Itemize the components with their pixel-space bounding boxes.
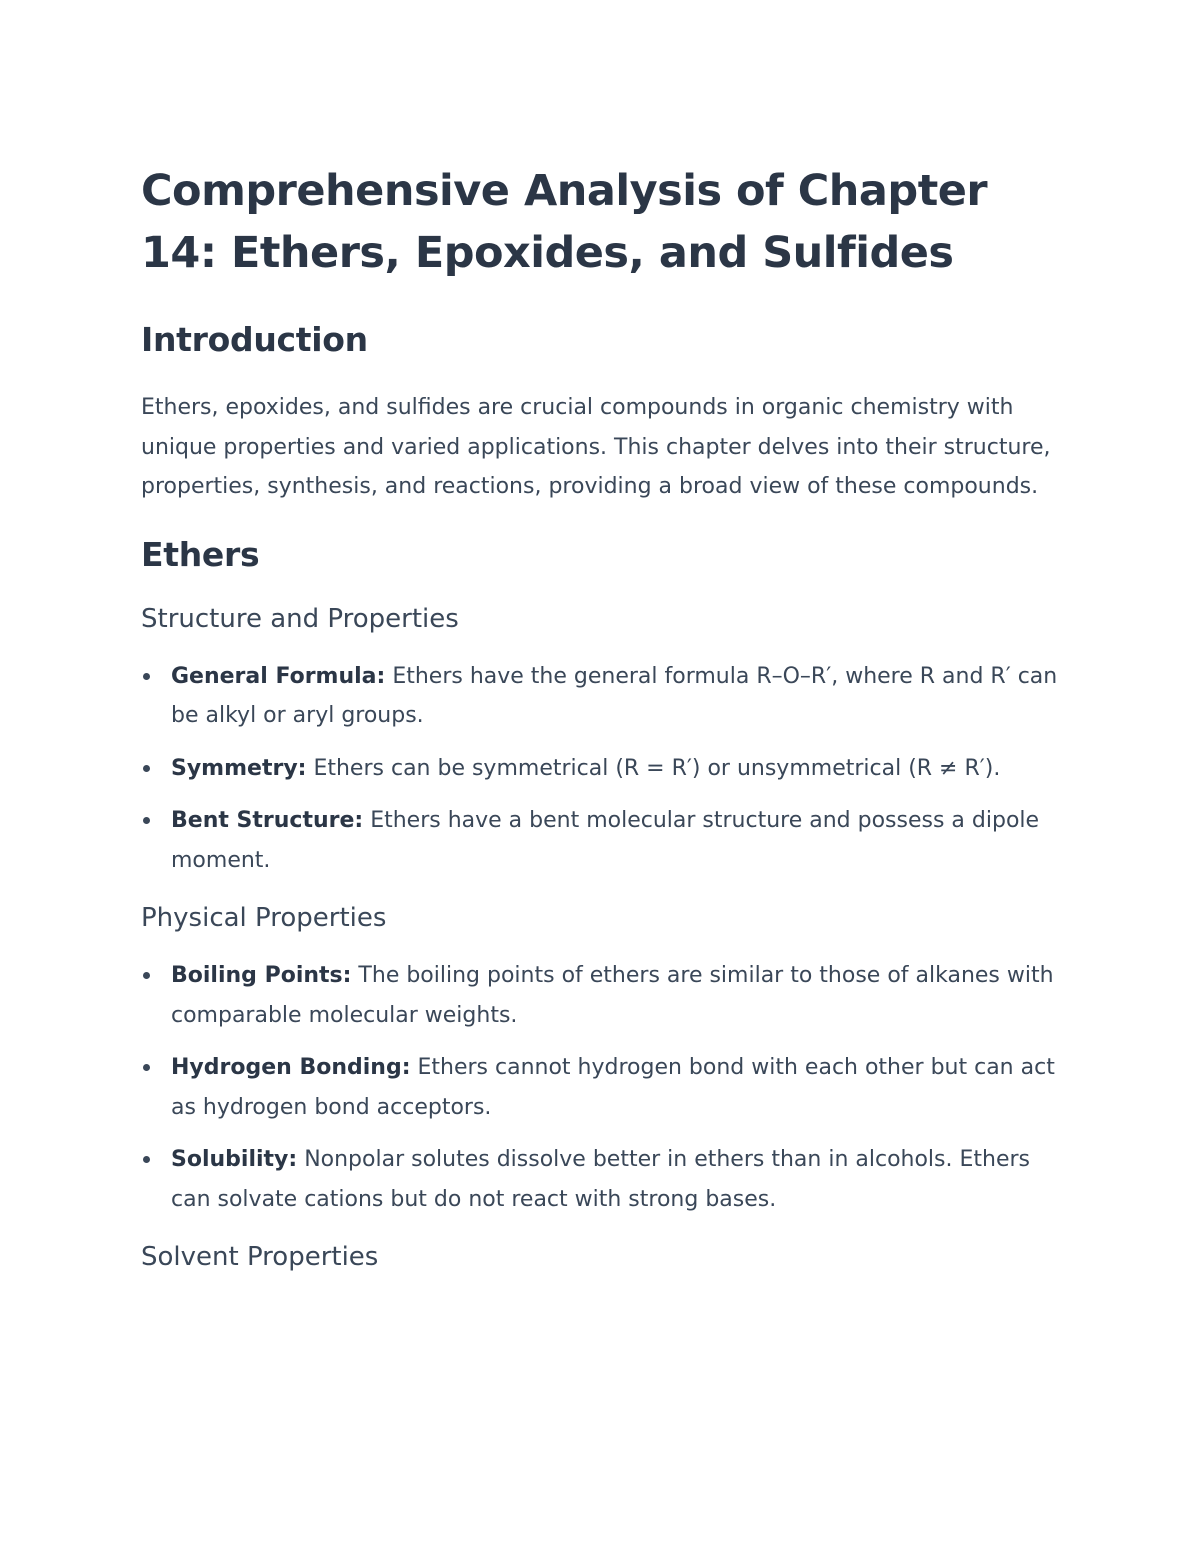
bullet-icon xyxy=(143,765,150,772)
bullet-icon xyxy=(143,1156,150,1163)
structure-properties-list xyxy=(141,657,1066,881)
list-item-text: The boiling points of ethers are similar to those of alkanes with comparable molecular weights. xyxy=(171,963,1054,1028)
solvent-properties-heading: Solvent Properties xyxy=(141,1242,379,1272)
list-item-term: Hydrogen Bonding: xyxy=(171,1055,411,1080)
document-page xyxy=(141,160,1066,1275)
list-item-text: Ethers can be symmetrical (R = R′) or unsymmetrical (R ≠ R′). xyxy=(306,755,1001,781)
list-item xyxy=(141,956,1066,1035)
list-item-term: Symmetry: xyxy=(171,755,307,781)
bullet-icon xyxy=(143,673,150,680)
bullet-icon xyxy=(143,817,150,824)
list-item xyxy=(141,1140,1066,1219)
list-item-term: Solubility: xyxy=(171,1147,298,1172)
introduction-paragraph: Ethers, epoxides, and sulfides are crucial compounds in organic chemistry with unique properties and varied applications. This chapter delves into their structure, properties, synthesis, and reactions, providing a broad view of these compounds. xyxy=(141,395,1051,499)
physical-properties-list xyxy=(141,956,1066,1219)
list-item xyxy=(141,749,1066,789)
list-item xyxy=(141,1048,1066,1127)
list-item-text: Ethers have a bent molecular structure and possess a dipole moment. xyxy=(171,808,1040,873)
list-item-text: Nonpolar solutes dissolve better in ethers than in alcohols. Ethers can solvate cations but do not react with strong bases. xyxy=(171,1147,1031,1212)
document-title: Comprehensive Analysis of Chapter 14: Ethers, Epoxides, and Sulfides xyxy=(141,166,988,278)
list-item-text: Ethers have the general formula R–O–R′, where R and R′ can be alkyl or aryl groups. xyxy=(171,663,1058,728)
ethers-heading: Ethers xyxy=(141,534,260,574)
bullet-icon xyxy=(143,1064,150,1071)
bullet-icon xyxy=(143,972,150,979)
list-item-term: General Formula: xyxy=(171,663,386,689)
structure-properties-heading: Structure and Properties xyxy=(141,603,459,634)
list-item-term: Bent Structure: xyxy=(171,808,364,833)
list-item xyxy=(141,801,1066,880)
list-item-term: Boiling Points: xyxy=(171,963,352,988)
list-item xyxy=(141,657,1066,736)
list-item-text: Ethers cannot hydrogen bond with each other but can act as hydrogen bond acceptors. xyxy=(171,1055,1055,1120)
physical-properties-heading: Physical Properties xyxy=(141,903,387,933)
introduction-heading: Introduction xyxy=(141,320,368,359)
